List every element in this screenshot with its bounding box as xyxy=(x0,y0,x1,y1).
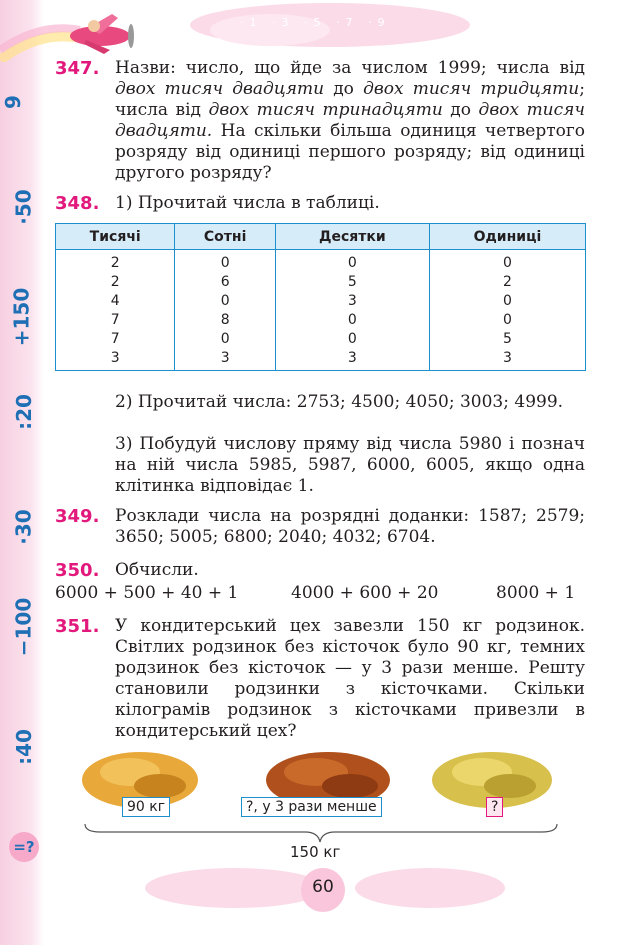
table-cell: 0 xyxy=(275,250,429,274)
light-raisins-label: 90 кг xyxy=(122,797,170,817)
exercise-348-task1: 1) Прочитай числа в таблиці. xyxy=(115,193,380,213)
sidebar-label-1: 9 xyxy=(0,95,25,109)
table-cell: 0 xyxy=(275,330,429,349)
table-cell: 3 xyxy=(175,349,275,371)
exercise-350-text: Обчисли. xyxy=(115,560,199,580)
table-cell: 4 xyxy=(56,292,175,311)
table-cell: 6 xyxy=(175,273,275,292)
table-row xyxy=(56,292,586,311)
table-row xyxy=(56,250,586,274)
header-decor xyxy=(0,0,638,62)
seeded-raisins-label: ? xyxy=(486,797,503,817)
total-label: 150 кг xyxy=(290,843,341,861)
table-cell: 0 xyxy=(429,250,585,274)
sidebar-label-6: −100 xyxy=(11,597,36,657)
table-header: Тисячі xyxy=(56,224,175,250)
left-sidebar-decor xyxy=(0,0,44,945)
exercise-349-number: 349. xyxy=(55,506,100,527)
place-value-table xyxy=(55,223,586,371)
expression-1: 6000 + 500 + 40 + 1 xyxy=(55,583,239,603)
table-cell: 8 xyxy=(175,311,275,330)
table-header: Одиниці xyxy=(429,224,585,250)
sidebar-label-2: ·50 xyxy=(11,189,36,225)
table-cell: 0 xyxy=(429,292,585,311)
table-cell: 7 xyxy=(56,311,175,330)
table-cell: 0 xyxy=(429,311,585,330)
table-cell: 0 xyxy=(275,311,429,330)
table-cell: 0 xyxy=(175,330,275,349)
table-cell: 5 xyxy=(429,330,585,349)
table-header: Десятки xyxy=(275,224,429,250)
table-cell: 2 xyxy=(56,273,175,292)
table-cell: 3 xyxy=(275,292,429,311)
expression-3: 8000 + 1 xyxy=(496,583,576,603)
expression-2: 4000 + 600 + 20 xyxy=(291,583,439,603)
exercise-351-number: 351. xyxy=(55,616,100,637)
table-header: Сотні xyxy=(175,224,275,250)
table-row xyxy=(56,330,586,349)
airplane-icon xyxy=(70,14,134,54)
sidebar-label-4: :20 xyxy=(11,394,36,430)
sidebar-label-3: +150 xyxy=(9,287,34,347)
exercise-348-task2: 2) Прочитай числа: 2753; 4500; 4050; 3003; 4999. xyxy=(115,392,564,412)
exercise-351-text: У кондитерський цех завезли 150 кг родзинок. Світлих родзинок без кісточок було 90 кг, темних родзинок без кісточок — у 3 рази менше. Решту становили родзинки з кісточками. Скільки кілограмів родзинок з кісточками привезли в кондитерський цех? xyxy=(115,616,585,741)
table-cell: 0 xyxy=(175,292,275,311)
exercise-348-task3: 3) Побудуй числову пряму від числа 5980 і познач на ній числа 5985, 5987, 6000, 6005, якщо одна клітинка відповідає 1. xyxy=(115,434,585,496)
dark-raisins-label: ?, у 3 рази менше xyxy=(241,797,382,817)
sidebar-label-5: ·30 xyxy=(11,509,36,545)
table-cell: 3 xyxy=(429,349,585,371)
exercise-347-number: 347. xyxy=(55,58,100,79)
table-row xyxy=(56,311,586,330)
sidebar-label-7: :40 xyxy=(11,729,36,765)
exercise-348-number: 348. xyxy=(55,193,100,214)
table-cell: 7 xyxy=(56,330,175,349)
sidebar-question-badge: =? xyxy=(9,832,39,862)
table-cell: 2 xyxy=(429,273,585,292)
table-row xyxy=(56,273,586,292)
table-cell: 3 xyxy=(56,349,175,371)
page-number: 60 xyxy=(312,877,334,897)
exercise-349-text: Розклади числа на розрядні доданки: 1587; 2579; 3650; 5005; 6800; 2040; 4032; 6704. xyxy=(115,506,585,547)
table-cell: 3 xyxy=(275,349,429,371)
header-decor-digits: ·1 ·3 ·5 ·7 ·9 xyxy=(240,16,391,29)
table-cell: 0 xyxy=(175,250,275,274)
exercise-347-text: Назви: число, що йде за числом 1999; числа від двох тисяч двадцяти до двох тисяч тридцяти; числа від двох тисяч тринадцяти до двох тисяч двадцяти. На скільки більша одиниця четвертого розряду від одиниці першого розряду; від одиниці другого розряду? xyxy=(115,58,585,183)
exercise-350-number: 350. xyxy=(55,560,100,581)
table-row xyxy=(56,349,586,371)
table-cell: 5 xyxy=(275,273,429,292)
table-cell: 2 xyxy=(56,250,175,274)
